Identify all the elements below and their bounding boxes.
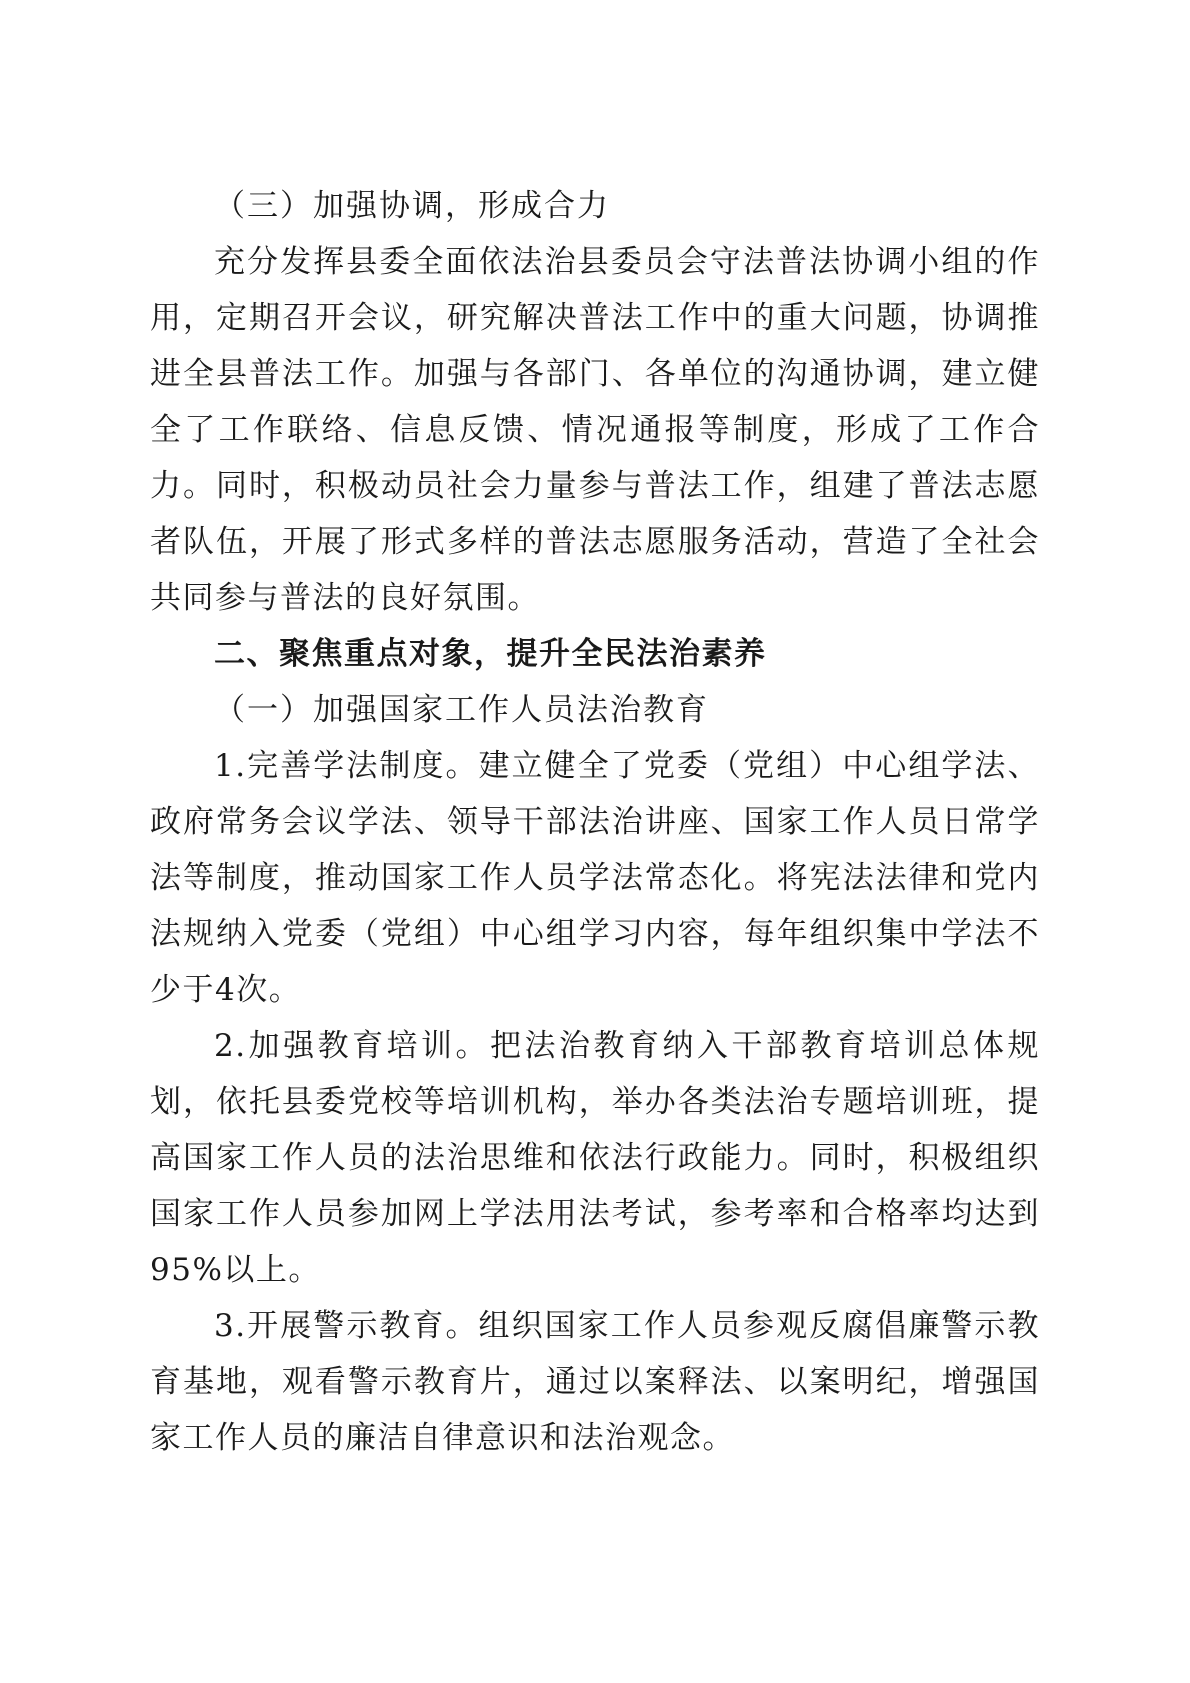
paragraph-coordination: 充分发挥县委全面依法治县委员会守法普法协调小组的作用，定期召开会议，研究解决普法工作中的重大问题，协调推进全县普法工作。加强与各部门、各单位的沟通协调，建立健全了工作联络、信息反馈、情况通报等制度，形成了工作合力。同时，积极动员社会力量参与普法工作，组建了普法志愿者队伍，开展了形式多样的普法志愿服务活动，营造了全社会共同参与普法的良好氛围。 — [150, 244, 1040, 616]
paragraph-item-1: 1.完善学法制度。建立健全了党委（党组）中心组学法、政府常务会议学法、领导干部法治讲座、国家工作人员日常学法等制度，推动国家工作人员学法常态化。将宪法法律和党内法规纳入党委（党组）中心组学习内容，每年组织集中学法不少于4次。 — [150, 748, 1040, 1008]
document-body — [150, 178, 1040, 1466]
paragraph-item-3: 3.开展警示教育。组织国家工作人员参观反腐倡廉警示教育基地，观看警示教育片，通过以案释法、以案明纪，增强国家工作人员的廉洁自律意识和法治观念。 — [150, 1308, 1040, 1456]
section-heading-coordination: （三）加强协调，形成合力 — [214, 188, 610, 224]
part-heading-key-targets: 二、聚焦重点对象，提升全民法治素养 — [214, 636, 767, 672]
paragraph-item-2: 2.加强教育培训。把法治教育纳入干部教育培训总体规划，依托县委党校等培训机构，举办各类法治专题培训班，提高国家工作人员的法治思维和依法行政能力。同时，积极组织国家工作人员参加网上学法用法考试，参考率和合格率均达到95%以上。 — [150, 1028, 1040, 1288]
section-heading-staff-education: （一）加强国家工作人员法治教育 — [214, 692, 709, 728]
